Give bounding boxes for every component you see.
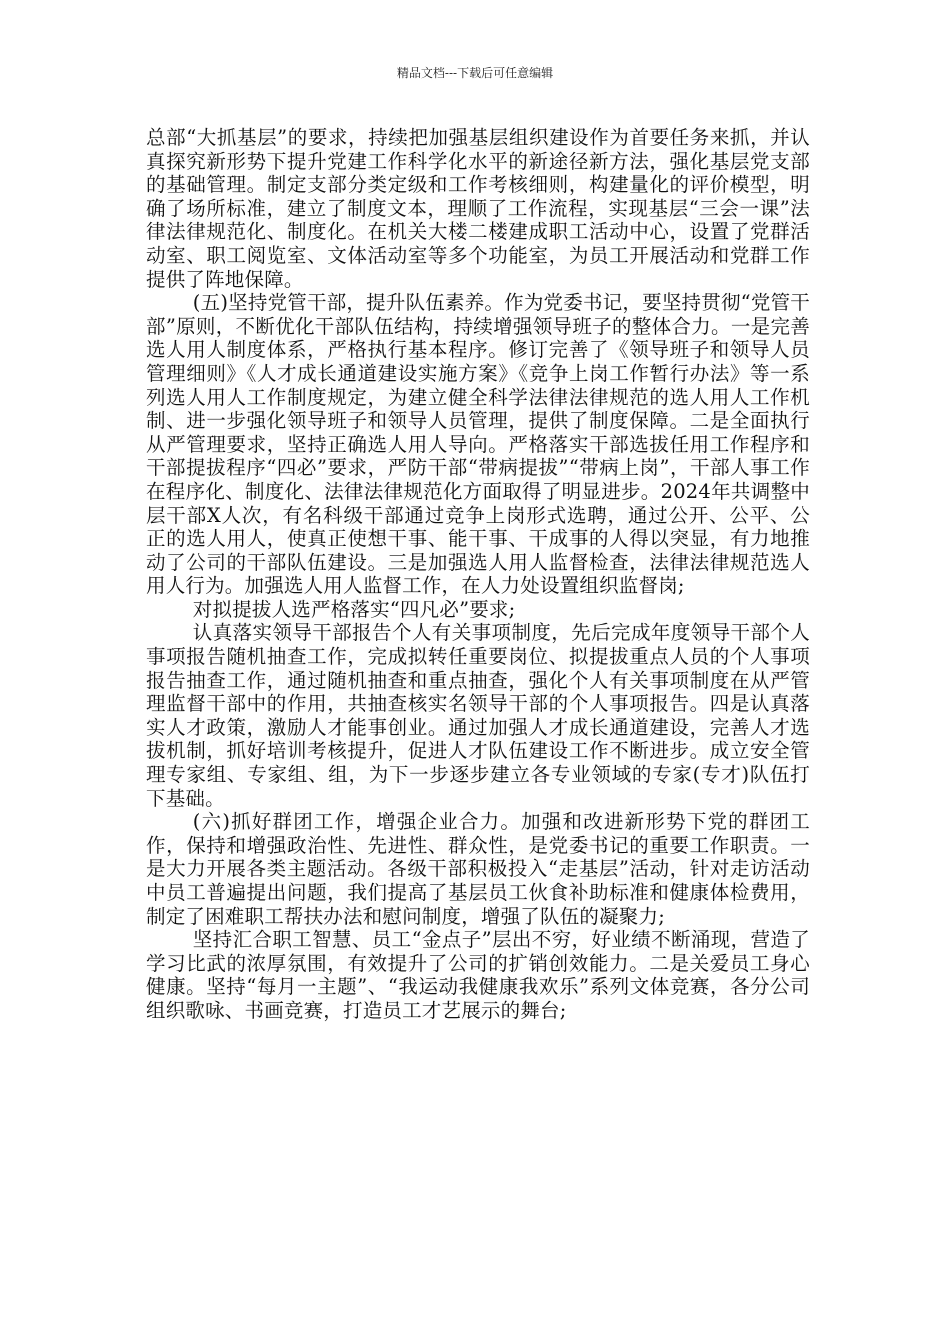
paragraph-2: (五)坚持党管干部，提升队伍素养。作为党委书记，要坚持贯彻“党管干部”原则，不断优化干部队伍结构，持续增强领导班子的整体合力。一是完善选人用人制度体系，严格执行基本程序。修订完善了《领导班子和领导人员管理细则》《人才成长通道建设实施方案》《竞争上岗工作暂行办法》等一系列选人用人工作制度规定，为建立健全科学法律法律规范的选人用人工作机制、进一步强化领导班子和领导人员管理，提供了制度保障。二是全面执行从严管理要求，坚持正确选人用人导向。严格落实干部选拔任用工作程序和干部提拔程序“四必”要求，严防干部“带病提拔”“带病上岗”，干部人事工作在程序化、制度化、法律法律规范化方面取得了明显进步。2024年共调整中层干部X人次，有名科级干部通过竞争上岗形式选聘，通过公开、公平、公正的选人用人，使真正使想干事、能干事、干成事的人得以突显，有力地推动了公司的干部队伍建设。三是加强选人用人监督检查，法律法律规范选人用人行为。加强选人用人监督工作，在人力处设置组织监督岗; (146, 291, 810, 598)
paragraph-5: (六)抓好群团工作，增强企业合力。加强和改进新形势下党的群团工作，保持和增强政治性、先进性、群众性，是党委书记的重要工作职责。一是大力开展各类主题活动。各级干部积极投入“走基层”活动，针对走访活动中员工普遍提出问题，我们提高了基层员工伙食补助标准和健康体检费用，制定了困难职工帮扶办法和慰问制度，增强了队伍的凝聚力; (146, 810, 810, 928)
paragraph-4: 认真落实领导干部报告个人有关事项制度，先后完成年度领导干部个人事项报告随机抽查工作，完成拟转任重要岗位、拟提拔重点人员的个人事项报告抽查工作，通过随机抽查和重点抽查，强化个人有关事项制度在从严管理监督干部中的作用，共抽查核实名领导干部的个人事项报告。四是认真落实人才政策，激励人才能事创业。通过加强人才成长通道建设，完善人才选拔机制，抓好培训考核提升，促进人才队伍建设工作不断进步。成立安全管理专家组、专家组、组，为下一步逐步建立各专业领域的专家(专才)队伍打下基础。 (146, 621, 810, 810)
paragraph-1: 总部“大抓基层”的要求，持续把加强基层组织建设作为首要任务来抓，并认真探究新形势下提升党建工作科学化水平的新途径新方法，强化基层党支部的基础管理。制定支部分类定级和工作考核细则，构建量化的评价模型，明确了场所标准，建立了制度文本，理顺了工作流程，实现基层“三会一课”法律法律规范化、制度化。在机关大楼二楼建成职工活动中心，设置了党群活动室、职工阅览室、文体活动室等多个功能室，为员工开展活动和党群工作提供了阵地保障。 (146, 126, 810, 291)
paragraph-3: 对拟提拔人选严格落实“四凡必”要求; (192, 597, 516, 621)
page-header: 精品文档---下载后可任意编辑 (396, 66, 554, 80)
paragraph-6: 坚持汇合职工智慧、员工“金点子”层出不穷，好业绩不断涌现，营造了学习比武的浓厚氛围，有效提升了公司的扩销创效能力。二是关爱员工身心健康。坚持“每月一主题”、“我运动我健康我欢乐”系列文体竞赛，各分公司组织歌咏、书画竞赛，打造员工才艺展示的舞台; (146, 928, 810, 1022)
document-body (146, 126, 810, 1023)
